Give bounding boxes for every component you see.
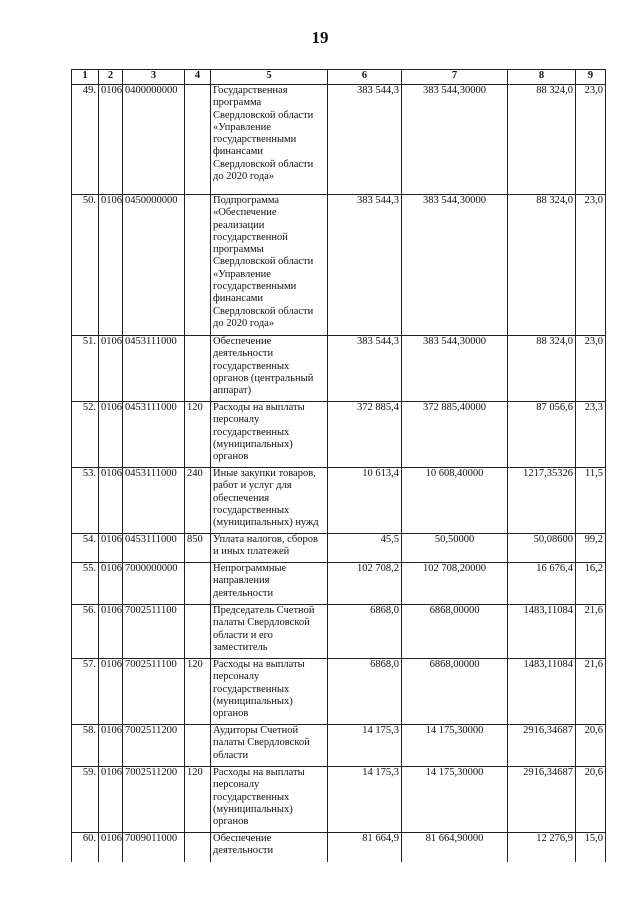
execution-percent: 23,0 <box>576 195 606 336</box>
row-number: 57. <box>72 659 99 725</box>
budget-table <box>71 69 606 862</box>
item-name: Иные закупки товаров, работ и услуг для обеспечения государственных (муниципальных) нужд <box>211 468 328 534</box>
header-cell: 1 <box>72 70 99 85</box>
expense-type-code: 120 <box>185 402 211 468</box>
expense-type-code <box>185 833 211 862</box>
approved-amount: 81 664,9 <box>328 833 402 862</box>
item-name: Обеспечение деятельности государственных органов (центральный аппарат) <box>211 336 328 402</box>
expense-type-code: 120 <box>185 659 211 725</box>
target-code: 0453111000 <box>123 336 185 402</box>
expense-type-code <box>185 563 211 605</box>
section-code: 0106 <box>99 468 123 534</box>
item-name: Подпрограмма «Обеспечение реализации государственной программы Свердловской области «Управление государственными финансами Свердловской области до 2020 года» <box>211 195 328 336</box>
revised-amount: 50,50000 <box>402 534 508 563</box>
row-number: 52. <box>72 402 99 468</box>
revised-amount: 372 885,40000 <box>402 402 508 468</box>
section-code: 0106 <box>99 195 123 336</box>
row-number: 55. <box>72 563 99 605</box>
execution-percent: 16,2 <box>576 563 606 605</box>
target-code: 7002511100 <box>123 605 185 659</box>
section-code: 0106 <box>99 725 123 767</box>
revised-amount: 6868,00000 <box>402 605 508 659</box>
approved-amount: 383 544,3 <box>328 336 402 402</box>
table-body <box>72 85 606 862</box>
target-code: 0453111000 <box>123 534 185 563</box>
target-code: 7002511200 <box>123 767 185 833</box>
table-row <box>72 468 606 534</box>
expense-type-code <box>185 336 211 402</box>
item-name: Председатель Счетной палаты Свердловской области и его заместитель <box>211 605 328 659</box>
target-code: 7009011000 <box>123 833 185 862</box>
item-name: Непрограммные направления деятельности <box>211 563 328 605</box>
approved-amount: 45,5 <box>328 534 402 563</box>
approved-amount: 383 544,3 <box>328 195 402 336</box>
revised-amount: 6868,00000 <box>402 659 508 725</box>
target-code: 0453111000 <box>123 468 185 534</box>
item-name: Расходы на выплаты персоналу государственных (муниципальных) органов <box>211 659 328 725</box>
approved-amount: 14 175,3 <box>328 725 402 767</box>
header-cell: 8 <box>508 70 576 85</box>
executed-amount: 1483,11084 <box>508 659 576 725</box>
target-code: 7000000000 <box>123 563 185 605</box>
revised-amount: 102 708,20000 <box>402 563 508 605</box>
header-cell: 3 <box>123 70 185 85</box>
revised-amount: 383 544,30000 <box>402 195 508 336</box>
section-code: 0106 <box>99 833 123 862</box>
approved-amount: 6868,0 <box>328 605 402 659</box>
section-code: 0106 <box>99 534 123 563</box>
approved-amount: 102 708,2 <box>328 563 402 605</box>
approved-amount: 383 544,3 <box>328 85 402 195</box>
table-row <box>72 659 606 725</box>
row-number: 56. <box>72 605 99 659</box>
row-number: 54. <box>72 534 99 563</box>
expense-type-code <box>185 85 211 195</box>
revised-amount: 14 175,30000 <box>402 725 508 767</box>
row-number: 50. <box>72 195 99 336</box>
section-code: 0106 <box>99 336 123 402</box>
section-code: 0106 <box>99 563 123 605</box>
table-row <box>72 85 606 195</box>
header-cell: 4 <box>185 70 211 85</box>
execution-percent: 11,5 <box>576 468 606 534</box>
target-code: 0400000000 <box>123 85 185 195</box>
section-code: 0106 <box>99 767 123 833</box>
item-name: Обеспечение деятельности <box>211 833 328 862</box>
table-row <box>72 725 606 767</box>
executed-amount: 88 324,0 <box>508 195 576 336</box>
executed-amount: 87 056,6 <box>508 402 576 468</box>
target-code: 7002511100 <box>123 659 185 725</box>
target-code: 7002511200 <box>123 725 185 767</box>
expense-type-code <box>185 605 211 659</box>
expense-type-code: 850 <box>185 534 211 563</box>
execution-percent: 15,0 <box>576 833 606 862</box>
executed-amount: 50,08600 <box>508 534 576 563</box>
header-cell: 6 <box>328 70 402 85</box>
item-name: Государственная программа Свердловской области «Управление государственными финансами Свердловской области до 2020 года» <box>211 85 328 195</box>
execution-percent: 20,6 <box>576 725 606 767</box>
revised-amount: 383 544,30000 <box>402 336 508 402</box>
item-name: Уплата налогов, сборов и иных платежей <box>211 534 328 563</box>
item-name: Расходы на выплаты персоналу государственных (муниципальных) органов <box>211 402 328 468</box>
table-row <box>72 563 606 605</box>
item-name: Аудиторы Счетной палаты Свердловской области <box>211 725 328 767</box>
table-row <box>72 402 606 468</box>
expense-type-code <box>185 725 211 767</box>
table-row <box>72 833 606 862</box>
table-row <box>72 534 606 563</box>
table-row <box>72 195 606 336</box>
executed-amount: 1483,11084 <box>508 605 576 659</box>
execution-percent: 23,0 <box>576 336 606 402</box>
executed-amount: 12 276,9 <box>508 833 576 862</box>
approved-amount: 14 175,3 <box>328 767 402 833</box>
page-number: 19 <box>311 28 329 47</box>
execution-percent: 23,0 <box>576 85 606 195</box>
approved-amount: 6868,0 <box>328 659 402 725</box>
header-cell: 9 <box>576 70 606 85</box>
header-cell: 7 <box>402 70 508 85</box>
expense-type-code: 240 <box>185 468 211 534</box>
table-row <box>72 336 606 402</box>
revised-amount: 383 544,30000 <box>402 85 508 195</box>
execution-percent: 99,2 <box>576 534 606 563</box>
expense-type-code: 120 <box>185 767 211 833</box>
row-number: 51. <box>72 336 99 402</box>
approved-amount: 10 613,4 <box>328 468 402 534</box>
expense-type-code <box>185 195 211 336</box>
revised-amount: 81 664,90000 <box>402 833 508 862</box>
executed-amount: 88 324,0 <box>508 336 576 402</box>
executed-amount: 16 676,4 <box>508 563 576 605</box>
section-code: 0106 <box>99 85 123 195</box>
execution-percent: 21,6 <box>576 659 606 725</box>
table-row <box>72 767 606 833</box>
executed-amount: 88 324,0 <box>508 85 576 195</box>
header-cell: 5 <box>211 70 328 85</box>
item-name: Расходы на выплаты персоналу государственных (муниципальных) органов <box>211 767 328 833</box>
section-code: 0106 <box>99 605 123 659</box>
header-cell: 2 <box>99 70 123 85</box>
revised-amount: 14 175,30000 <box>402 767 508 833</box>
row-number: 59. <box>72 767 99 833</box>
table-row <box>72 605 606 659</box>
section-code: 0106 <box>99 659 123 725</box>
row-number: 53. <box>72 468 99 534</box>
row-number: 60. <box>72 833 99 862</box>
section-code: 0106 <box>99 402 123 468</box>
execution-percent: 23,3 <box>576 402 606 468</box>
row-number: 49. <box>72 85 99 195</box>
revised-amount: 10 608,40000 <box>402 468 508 534</box>
executed-amount: 1217,35326 <box>508 468 576 534</box>
target-code: 0453111000 <box>123 402 185 468</box>
header-row <box>72 70 606 85</box>
execution-percent: 20,6 <box>576 767 606 833</box>
execution-percent: 21,6 <box>576 605 606 659</box>
executed-amount: 2916,34687 <box>508 767 576 833</box>
target-code: 0450000000 <box>123 195 185 336</box>
approved-amount: 372 885,4 <box>328 402 402 468</box>
executed-amount: 2916,34687 <box>508 725 576 767</box>
row-number: 58. <box>72 725 99 767</box>
